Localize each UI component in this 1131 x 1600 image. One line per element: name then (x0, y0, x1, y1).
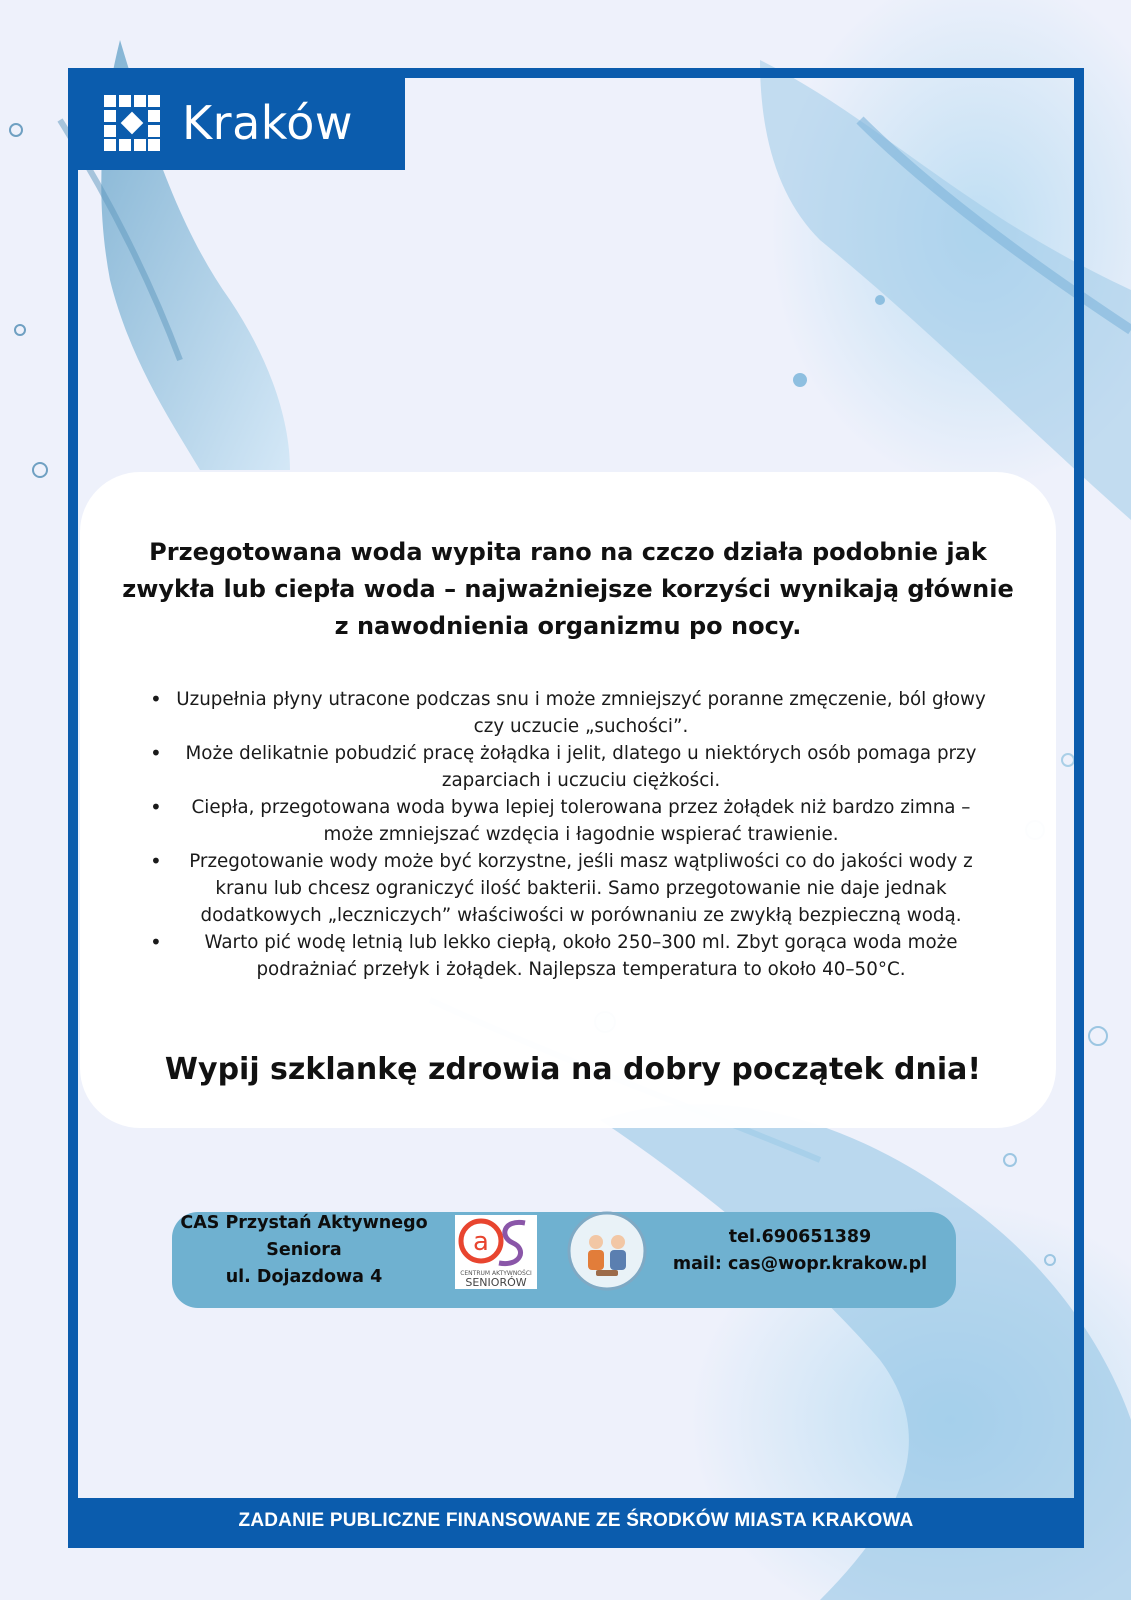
benefit-item (140, 794, 992, 848)
benefit-text: Uzupełnia płyny utracone podczas snu i może zmniejszyć poranne zmęczenie, ból głowy czy uczucie „suchości”. (176, 689, 986, 737)
funding-footer (78, 1498, 1074, 1544)
benefit-text: Warto pić wodę letnią lub lekko ciepłą, około 250–300 ml. Zbyt gorąca woda może podrażniać przełyk i żołądek. Najlepsza temperatura to około 40–50°C. (204, 932, 958, 980)
cas-logo-caption: CENTRUM AKTYWNOŚCI (460, 1270, 532, 1277)
benefits-list (140, 686, 992, 983)
benefit-item (140, 740, 992, 794)
krakow-logo-icon (104, 95, 160, 151)
organization-address: ul. Dojazdowa 4 (225, 1267, 383, 1287)
email-address[interactable]: mail: cas@wopr.krakow.pl (672, 1254, 928, 1274)
benefit-text: Przegotowanie wody może być korzystne, jeśli masz wątpliwości co do jakości wody z kranu lub chcesz ograniczyć ilość bakterii. Samo przegotowanie nie daje jednak dodatkowych „leczniczych” właściwości w porównaniu ze zwykłą bezpieczną wodą. (189, 851, 973, 926)
benefit-text: Ciepła, przegotowana woda bywa lepiej tolerowana przez żołądek niż bardzo zimna – może zmniejszać wzdęcia i łagodnie wspierać trawienie. (191, 797, 971, 845)
headline: Przegotowana woda wypita rano na czczo działa podobnie jak zwykła lub ciepła woda – najważniejsze korzyści wynikają głównie z nawodnienia organizmu po nocy. (122, 538, 1014, 640)
cas-logo (455, 1215, 537, 1289)
bullet: • (150, 849, 162, 873)
benefit-text: Może delikatnie pobudzić pracę żołądka i jelit, dlatego u niektórych osób pomaga przy zaparciach i uczuciu ciężkości. (185, 743, 977, 791)
svg-text:a: a (473, 1227, 489, 1257)
slogan: Wypij szklankę zdrowia na dobry początek dnia! (164, 1052, 982, 1087)
organization-name-line2: Seniora (266, 1240, 342, 1260)
organization-info (172, 1210, 436, 1291)
footer-text: ZADANIE PUBLICZNE FINANSOWANE ZE ŚRODKÓW MIASTA KRAKOWA (238, 1510, 914, 1531)
bullet: • (150, 687, 162, 711)
benefit-item (140, 686, 992, 740)
benefit-item (140, 848, 992, 929)
krakow-brand-header (68, 76, 405, 170)
bullet: • (150, 741, 162, 765)
phone-number[interactable]: tel.690651389 (728, 1227, 872, 1247)
contact-details (650, 1224, 950, 1278)
cas-logo-caption-2: SENIORÓW (465, 1276, 527, 1289)
organization-name-line1: CAS Przystań Aktywnego (180, 1213, 428, 1233)
bullet: • (150, 930, 162, 954)
brand-name: Kraków (182, 96, 354, 150)
benefit-item (140, 929, 992, 983)
bullet: • (150, 795, 162, 819)
club-logo (566, 1210, 648, 1292)
